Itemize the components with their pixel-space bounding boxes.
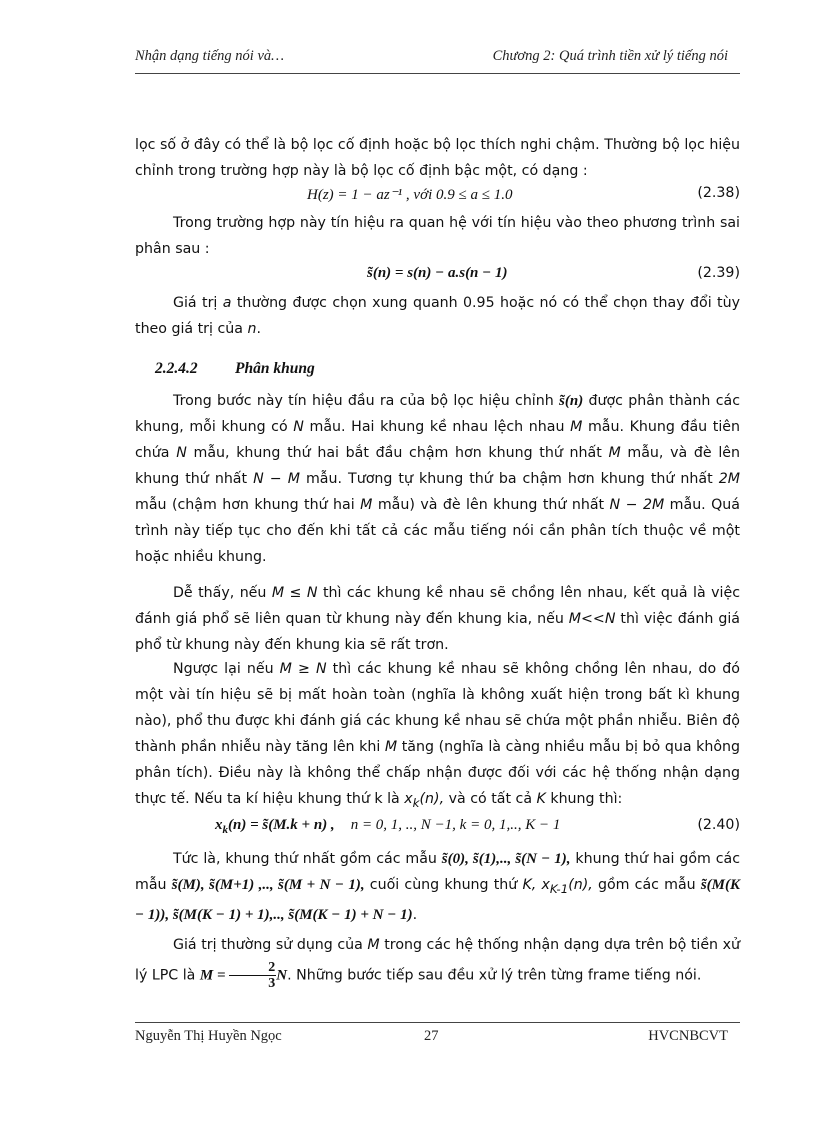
header-right: Chương 2: Quá trình tiền xử lý tiếng nói (492, 48, 728, 64)
math: M<<N (568, 611, 616, 627)
math: x (404, 791, 413, 807)
math: (n), (568, 877, 593, 893)
math-subscript: K-1 (549, 881, 569, 896)
text: thì việc đánh giá phổ từ khung này đến khung kia sẽ rất trơn. (135, 611, 740, 653)
text: mẫu. Hai khung kề nhau lệch nhau (303, 419, 571, 435)
text: Giá trị thường sử dụng của (173, 937, 368, 953)
math: N (276, 967, 288, 984)
equation-body (215, 817, 560, 836)
math: M (367, 937, 380, 953)
equation-body: H(z) = 1 − az⁻¹ , với 0.9 ≤ a ≤ 1.0 (307, 187, 513, 203)
equation-2-38 (135, 182, 740, 208)
text: thường được chọn xung quanh 0.95 hoặc nó có thể chọn thay đổi tùy theo giá trị của (135, 295, 740, 337)
equation-number: (2.40) (697, 817, 740, 833)
paragraph-6 (135, 656, 740, 816)
math: n = 0, 1, .., N −1, k = 0, 1,.., K − 1 (350, 817, 561, 833)
math: M (360, 497, 373, 513)
math: s̃(n) (559, 393, 584, 409)
equation-body: s̃(n) = s(n) − a.s(n − 1) (367, 265, 508, 281)
text: mẫu. Tương tự khung thứ ba chậm hơn khung thứ nhất (299, 471, 719, 487)
math: N − M (253, 471, 300, 487)
math: M ≥ N (279, 661, 327, 677)
text: Ngược lại nếu (173, 661, 280, 677)
fraction-denominator: 3 (268, 976, 276, 991)
math: K (536, 791, 546, 807)
math: M ≤ N (271, 585, 318, 601)
fraction-numerator: 2 (229, 960, 276, 976)
math: 2M (718, 471, 740, 487)
text: mẫu) và đè lên khung thứ nhất (372, 497, 610, 513)
header-rule (135, 73, 740, 74)
text: mẫu, khung thứ hai bắt đầu chậm hơn khung thứ nhất (186, 445, 609, 461)
paragraph-7 (135, 846, 740, 928)
text: . (412, 906, 418, 923)
page-number: 27 (424, 1028, 439, 1044)
math: M (570, 419, 583, 435)
math: x (536, 877, 550, 893)
math-n: n (247, 321, 257, 337)
paragraph-3 (135, 290, 740, 342)
paragraph-5 (135, 580, 740, 658)
math: M (608, 445, 621, 461)
text: Tức là, khung thứ nhất gồm các mẫu (173, 851, 442, 867)
text: Trong bước này tín hiệu đầu ra của bộ lọc hiệu chỉnh (173, 393, 560, 409)
text: được phân thành các khung, mỗi khung có (135, 393, 740, 435)
text: thì các khung kề nhau sẽ chồng lên nhau, kết quả là việc đánh giá phổ sẽ liên quan từ khung này đến khung kia, nếu (135, 585, 740, 627)
text: khung thứ hai gồm các mẫu (135, 851, 740, 893)
math: N (176, 445, 187, 461)
equation-2-39 (135, 262, 740, 288)
math: s̃(M), s̃(M+1) ,.., s̃(M + N − 1), (171, 877, 365, 893)
section-heading (155, 360, 315, 378)
math: (n), (419, 791, 445, 807)
math: N (293, 419, 304, 435)
math-subscript: k (412, 795, 420, 810)
text: Giá trị (173, 295, 223, 311)
math: s̃(M(K − 1)), s̃(M(K − 1) + 1),.., s̃(M(K − 1) + N − 1) (135, 877, 740, 923)
math: M (384, 739, 398, 755)
paragraph-2: Trong trường hợp này tín hiệu ra quan hệ với tín hiệu vào theo phương trình sai phân sau : (135, 215, 740, 257)
text: tăng (nghĩa là càng nhiều mẫu bị bỏ qua không phân tích). Điều này là không thể chấp nhận được đối với các hệ thống nhận dạng thực tế. Nếu ta kí hiệu khung thứ k là (135, 739, 740, 807)
paragraph-8 (135, 930, 740, 991)
math-subscript: k (222, 823, 228, 836)
text: Dễ thấy, nếu (173, 585, 272, 601)
text: khung thì: (545, 791, 623, 807)
footer-rule (135, 1022, 740, 1023)
text: gồm các mẫu (592, 877, 701, 893)
text: thì các khung kề nhau sẽ không chồng lên nhau, do đó một vài tín hiệu sẽ bị mất hoàn toàn (nghĩa là không xuất hiện trong bất kì khung nào), phổ thu được khi đánh giá các khung kề nhau sẽ chứa một phần nhiễu. Biên độ thành phần nhiễu này tăng lên khi (135, 661, 740, 755)
paragraph-1: lọc số ở đây có thể là bộ lọc cố định hoặc bộ lọc thích nghi chậm. Thường bộ lọc hiệu chỉnh trong trường hợp này là bộ lọc cố định bậc một, có dạng : (135, 137, 740, 179)
equation-number: (2.38) (697, 185, 740, 201)
text: và có tất cả (444, 791, 537, 807)
text: mẫu, và đè lên khung thứ nhất (135, 445, 741, 487)
text: mẫu. Khung đầu tiên chứa (135, 419, 740, 461)
paragraph-4 (135, 388, 740, 570)
text: mẫu. Quá trình này tiếp tục cho đến khi tất cả các mẫu tiếng nói cần phân tích thuộc về một hoặc nhiều khung. (135, 497, 740, 565)
math: s̃(0), s̃(1),.., s̃(N − 1), (441, 851, 571, 867)
text: mẫu (chậm hơn khung thứ hai (135, 497, 361, 513)
text: . Những bước tiếp sau đều xử lý trên từng frame tiếng nói. (287, 967, 702, 984)
equation-number: (2.39) (697, 265, 740, 281)
text: trong các hệ thống nhận dạng dựa trên bộ tiền xử lý LPC là (135, 937, 740, 984)
math: M = (199, 967, 230, 984)
math-a: a (222, 295, 232, 311)
math: x (215, 817, 223, 833)
fraction (229, 960, 276, 991)
section-number: 2.2.4.2 (155, 360, 198, 377)
footer-author: Nguyễn Thị Huyền Ngọc (135, 1028, 282, 1044)
text: cuối cùng khung thứ (364, 877, 523, 893)
math: K, (522, 877, 537, 893)
text: . (256, 321, 261, 337)
math: (n) = s̃(M.k + n) , (228, 817, 335, 833)
footer-right: HVCNBCVT (648, 1028, 728, 1044)
header-left: Nhận dạng tiếng nói và… (135, 48, 285, 64)
section-title: Phân khung (235, 360, 315, 377)
equation-2-40 (135, 814, 740, 840)
math: N − 2M (609, 497, 665, 513)
